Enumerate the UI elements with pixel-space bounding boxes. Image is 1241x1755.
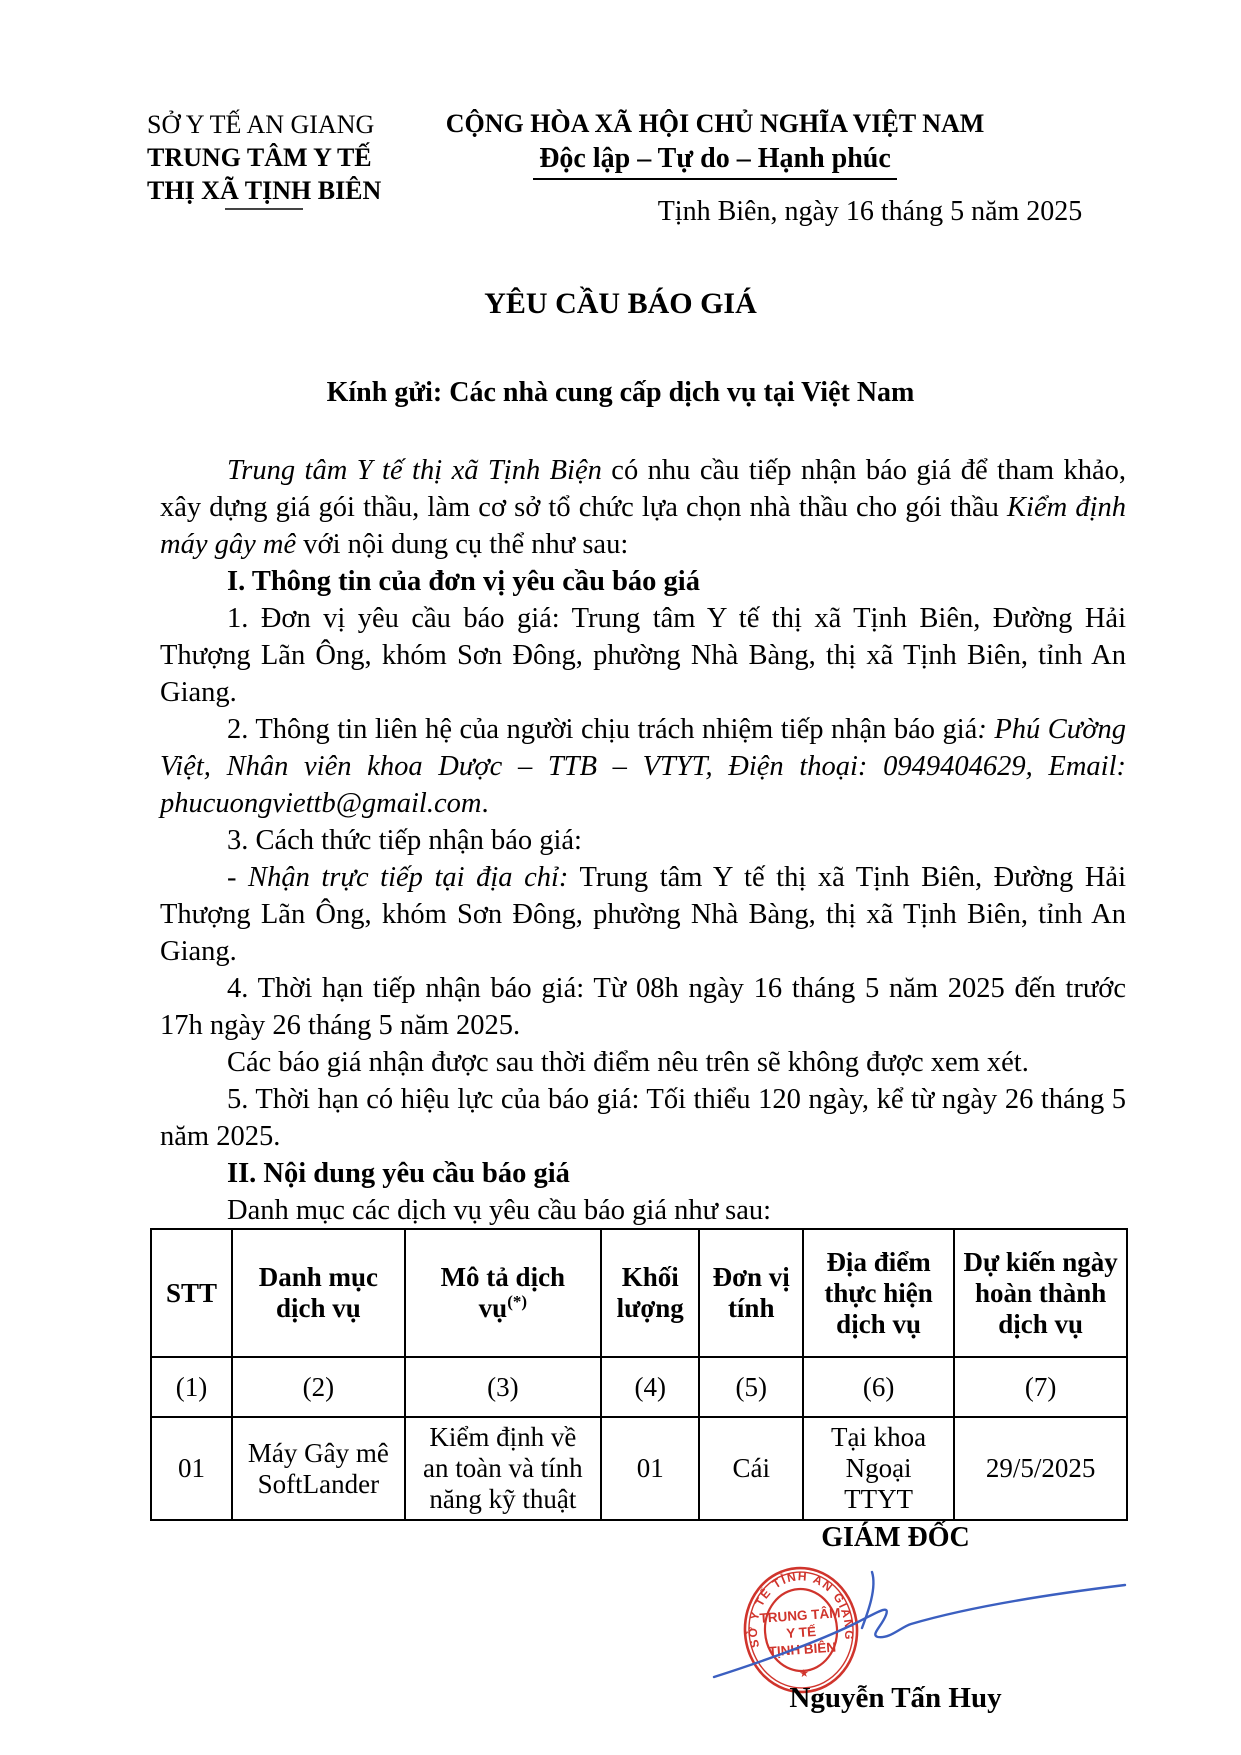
document-body: [160, 452, 1126, 1229]
service-table: [150, 1228, 1128, 1521]
text-run: 2. Thông tin liên hệ của người chịu trách nhiệm tiếp nhận báo giá: [227, 714, 978, 745]
signature-ink-icon: [700, 1558, 1132, 1690]
cell-stt: 01: [151, 1417, 232, 1520]
numbering-cell: (2): [232, 1357, 405, 1417]
intro-paragraph: [160, 452, 1126, 563]
item-1-paragraph: 1. Đơn vị yêu cầu báo giá: Trung tâm Y tế thị xã Tịnh Biên, Đường Hải Thượng Lãn Ông, khóm Sơn Đông, phường Nhà Bàng, thị xã Tịnh Biên, tỉnh An Giang.: [160, 603, 1126, 708]
signer-title: GIÁM ĐỐC: [821, 1522, 970, 1553]
item-2-paragraph: [160, 711, 1126, 822]
issuing-org-block: [147, 108, 381, 210]
text-run: .: [481, 788, 489, 819]
org-name-line2: THỊ XÃ TỊNH BIÊN: [147, 176, 382, 205]
numbering-cell: (4): [601, 1357, 700, 1417]
org-underline-rule: [225, 208, 303, 210]
text-run: với nội dung cụ thể như sau:: [296, 529, 629, 560]
cell-mo-ta: Kiểm định về an toàn và tính năng kỹ thuật: [405, 1417, 601, 1520]
org-name-line1: TRUNG TÂM Y TẾ: [147, 143, 372, 172]
numbering-cell: (7): [954, 1357, 1127, 1417]
footnote-marker: (*): [507, 1292, 528, 1311]
national-motto-wrap: [430, 143, 1000, 180]
cell-don-vi: Cái: [699, 1417, 802, 1520]
text-run: Trung tâm Y tế thị xã Tịnh Biên, Đường Hải Thượng Lãn Ông, khóm Sơn Đông, phường Nhà Bàng, thị xã Tịnh Biên, tỉnh An Giang.: [160, 862, 1126, 967]
text-run: - Nhận trực tiếp tại địa chỉ:: [227, 862, 569, 893]
col-header-don-vi: Đơn vị tính: [699, 1229, 802, 1357]
col-header-mo-ta: [405, 1229, 601, 1357]
org-parent-name: SỞ Y TẾ AN GIANG: [147, 110, 375, 139]
text-run: Trung tâm Y tế thị xã Tịnh Biện: [227, 455, 602, 486]
stamp-ring-text: SỞ Y TẾ TỈNH AN GIANG: [745, 1569, 857, 1650]
numbering-cell: (3): [405, 1357, 601, 1417]
cell-khoi-luong: 01: [601, 1417, 700, 1520]
col-header-danh-muc: Danh mục dịch vụ: [232, 1229, 405, 1357]
signature-scrawl: [700, 1558, 1132, 1690]
col-header-khoi-luong: Khối lượng: [601, 1229, 700, 1357]
table-intro-paragraph: Danh mục các dịch vụ yêu cầu báo giá như sau:: [227, 1195, 772, 1226]
document-title: YÊU CẦU BÁO GIÁ: [484, 287, 757, 320]
national-title: CỘNG HÒA XÃ HỘI CHỦ NGHĨA VIỆT NAM: [445, 109, 985, 138]
section-2-heading: II. Nội dung yêu cầu báo giá: [227, 1158, 570, 1189]
table-numbering-row: [151, 1357, 1127, 1417]
cell-du-kien: 29/5/2025: [954, 1417, 1127, 1520]
text-run: có nhu cầu tiếp nhận báo giá để tham khảo, xây dựng giá gói thầu, làm cơ sở tổ chức lựa chọn nhà thầu cho gói thầu: [160, 455, 1126, 523]
cell-dia-diem: Tại khoa Ngoại TTYT: [803, 1417, 954, 1520]
stamp-star: ★: [798, 1667, 810, 1681]
numbering-cell: (1): [151, 1357, 232, 1417]
item-3-paragraph: 3. Cách thức tiếp nhận báo giá:: [227, 825, 582, 856]
note-paragraph: Các báo giá nhận được sau thời điểm nêu trên sẽ không được xem xét.: [227, 1047, 1029, 1078]
item-5-paragraph: 5. Thời hạn có hiệu lực của báo giá: Tối thiểu 120 ngày, kể từ ngày 26 tháng 5 năm 2025.: [160, 1084, 1126, 1152]
col-header-dia-diem: Địa điểm thực hiện dịch vụ: [803, 1229, 954, 1357]
numbering-cell: (6): [803, 1357, 954, 1417]
stamp-line1: TRUNG TÂM: [759, 1605, 841, 1626]
stamp-line3: TỊNH BIÊN: [768, 1639, 837, 1660]
item-3-detail-paragraph: [160, 859, 1126, 970]
col-header-du-kien: Dự kiến ngày hoàn thành dịch vụ: [954, 1229, 1127, 1357]
text-run: Mô tả dịch vụ: [440, 1262, 566, 1323]
text-run: Kiểm định máy gây mê: [160, 492, 1127, 560]
item-4-paragraph: 4. Thời hạn tiếp nhận báo giá: Từ 08h ngày 16 tháng 5 năm 2025 đến trước 17h ngày 26 tháng 5 năm 2025.: [160, 973, 1126, 1041]
table-row: [151, 1417, 1127, 1520]
text-run: : Phú Cường Việt, Nhân viên khoa Dược – TTB – VTYT, Điện thoại: 0949404629, Email: phucuongviettb@gmail.com: [160, 714, 1127, 819]
section-1-heading: I. Thông tin của đơn vị yêu cầu báo giá: [227, 566, 700, 597]
col-header-stt: STT: [151, 1229, 232, 1357]
national-motto: Độc lập – Tự do – Hạnh phúc: [533, 143, 897, 180]
numbering-cell: (5): [699, 1357, 802, 1417]
signer-name: Nguyễn Tấn Huy: [789, 1682, 1002, 1714]
cell-danh-muc: Máy Gây mê SoftLander: [232, 1417, 405, 1520]
table-header-row: [151, 1229, 1127, 1357]
national-header-block: [430, 108, 1000, 180]
date-line: Tịnh Biên, ngày 16 tháng 5 năm 2025: [657, 196, 1083, 227]
stamp-line2: Y TẾ: [785, 1623, 817, 1642]
recipient-line: Kính gửi: Các nhà cung cấp dịch vụ tại Việt Nam: [326, 377, 915, 408]
